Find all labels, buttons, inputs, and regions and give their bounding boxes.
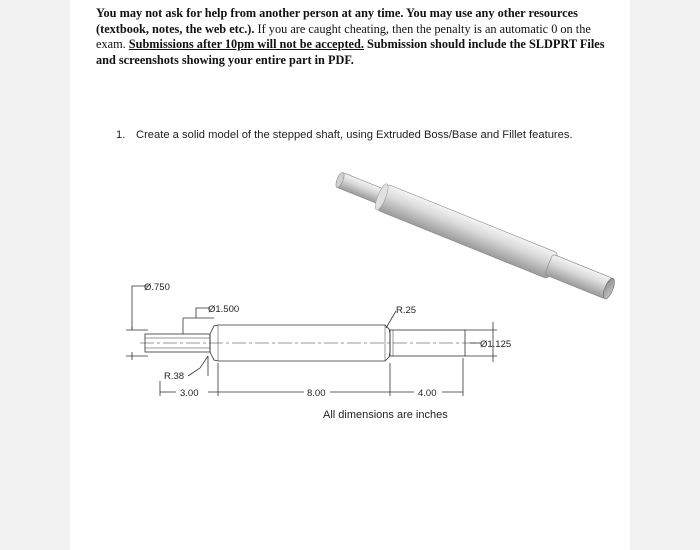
instructions-bold-text: You may not ask for help from another person at any time. You may use any other resources (textbook, notes, the web etc.). [96,6,578,36]
dim-diameter-1500: Ø1.500 [208,304,240,315]
dim-diameter-1125: Ø1.125 [480,339,512,350]
instructions-deadline-text: Submissions after 10pm will not be accepted. [128,37,364,51]
dimension-labels [144,282,511,421]
dim-length-mid: 8.00 [307,388,326,399]
shaft-3d-render [332,166,618,303]
dim-fillet-r25: R.25 [396,305,417,316]
dim-length-right: 4.00 [418,388,437,399]
instructions-submission-text: Submission should include the SLDPRT Files and screenshots showing your entire part in PDF. [96,37,605,67]
question-number: 1. [116,129,126,141]
figure-caption: All dimensions are inches [323,409,448,421]
dim-diameter-750: Ø.750 [144,282,170,293]
question-text: Create a solid model of the stepped shaft, using Extruded Boss/Base and Fillet features. [136,129,573,141]
instructions-cheating-text: If you are caught cheating, then the penalty is an automatic 0 on the exam. [96,21,591,51]
dim-length-left: 3.00 [180,388,199,399]
dim-fillet-r38: R.38 [164,371,185,382]
